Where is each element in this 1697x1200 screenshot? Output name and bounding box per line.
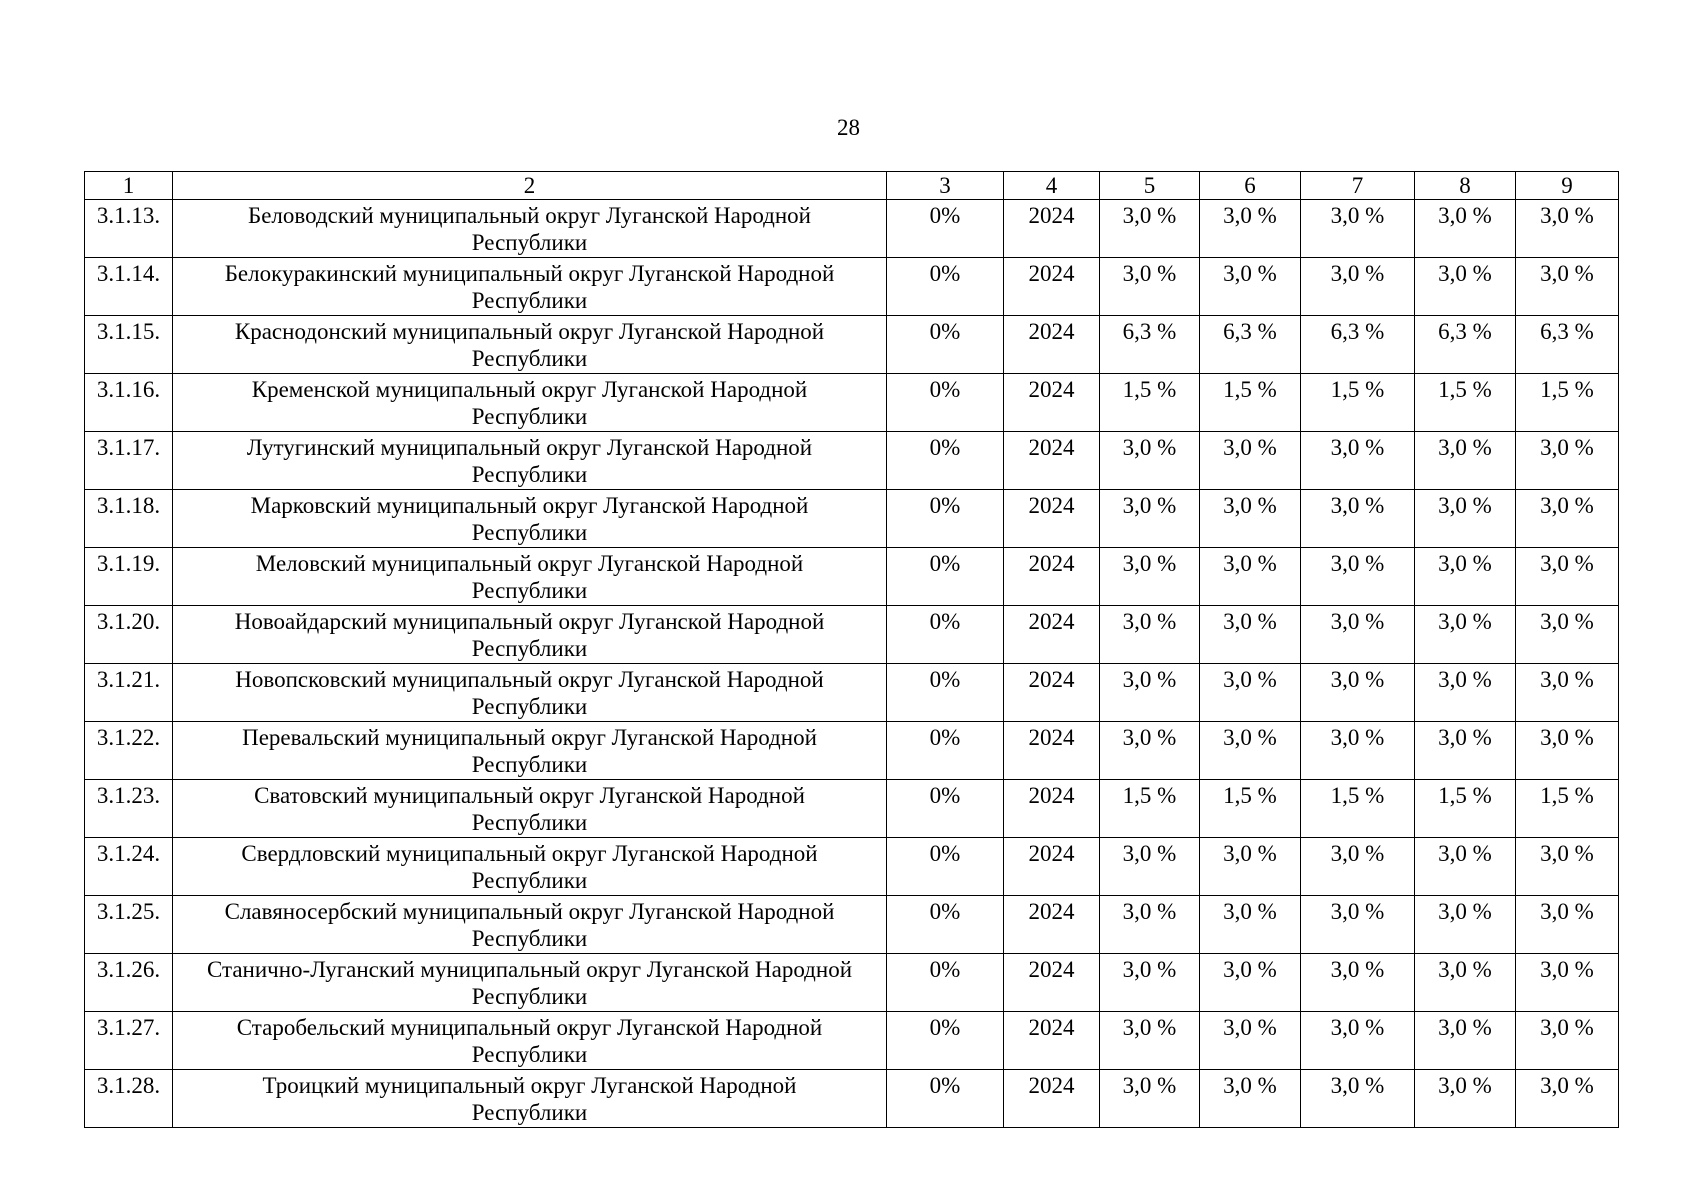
value-cell-col-4: 2024: [1004, 838, 1100, 896]
value-cell-col-7: 3,0 %: [1301, 838, 1415, 896]
row-name-line: Республики: [471, 462, 588, 487]
row-name-cell: [173, 722, 887, 780]
row-name-line: Республики: [471, 752, 588, 777]
row-id-cell: 3.1.19.: [85, 548, 173, 606]
value-cell-col-9: 3,0 %: [1516, 896, 1619, 954]
value-cell-col-5: 3,0 %: [1100, 954, 1200, 1012]
row-name-cell: [173, 664, 887, 722]
value-cell-col-4: 2024: [1004, 954, 1100, 1012]
row-name-line: Перевальский муниципальный округ Луганской Народной: [242, 725, 817, 750]
row-name-cell: [173, 896, 887, 954]
table-row: [85, 374, 1619, 432]
value-cell-col-3: 0%: [887, 722, 1004, 780]
table-row: [85, 722, 1619, 780]
table-body: [85, 200, 1619, 1128]
row-name-cell: [173, 780, 887, 838]
value-cell-col-3: 0%: [887, 432, 1004, 490]
page-number: 28: [837, 115, 860, 140]
row-name-line: Республики: [471, 230, 588, 255]
value-cell-col-7: 3,0 %: [1301, 606, 1415, 664]
value-cell-col-4: 2024: [1004, 548, 1100, 606]
value-cell-col-8: 1,5 %: [1415, 374, 1516, 432]
value-cell-col-8: 3,0 %: [1415, 200, 1516, 258]
value-cell-col-7: 3,0 %: [1301, 664, 1415, 722]
value-cell-col-9: 3,0 %: [1516, 954, 1619, 1012]
value-cell-col-5: 3,0 %: [1100, 606, 1200, 664]
value-cell-col-9: 3,0 %: [1516, 548, 1619, 606]
row-id-cell: 3.1.13.: [85, 200, 173, 258]
row-id-cell: 3.1.28.: [85, 1070, 173, 1128]
row-name-cell: [173, 1070, 887, 1128]
column-header-5: 5: [1100, 172, 1200, 200]
value-cell-col-6: 3,0 %: [1200, 664, 1301, 722]
value-cell-col-5: 3,0 %: [1100, 432, 1200, 490]
row-name-cell: [173, 316, 887, 374]
table-row: [85, 838, 1619, 896]
row-id-cell: 3.1.18.: [85, 490, 173, 548]
column-header-4: 4: [1004, 172, 1100, 200]
row-id-cell: 3.1.26.: [85, 954, 173, 1012]
value-cell-col-3: 0%: [887, 200, 1004, 258]
row-id-cell: 3.1.21.: [85, 664, 173, 722]
value-cell-col-7: 3,0 %: [1301, 432, 1415, 490]
value-cell-col-6: 3,0 %: [1200, 1070, 1301, 1128]
row-id-cell: 3.1.25.: [85, 896, 173, 954]
value-cell-col-4: 2024: [1004, 374, 1100, 432]
value-cell-col-5: 3,0 %: [1100, 258, 1200, 316]
value-cell-col-7: 3,0 %: [1301, 722, 1415, 780]
value-cell-col-8: 6,3 %: [1415, 316, 1516, 374]
value-cell-col-7: 3,0 %: [1301, 1070, 1415, 1128]
value-cell-col-4: 2024: [1004, 780, 1100, 838]
table-row: [85, 1070, 1619, 1128]
value-cell-col-7: 3,0 %: [1301, 548, 1415, 606]
value-cell-col-5: 3,0 %: [1100, 838, 1200, 896]
value-cell-col-8: 1,5 %: [1415, 780, 1516, 838]
value-cell-col-4: 2024: [1004, 606, 1100, 664]
value-cell-col-3: 0%: [887, 316, 1004, 374]
row-name-cell: [173, 838, 887, 896]
value-cell-col-6: 3,0 %: [1200, 490, 1301, 548]
table-row: [85, 780, 1619, 838]
row-id-cell: 3.1.27.: [85, 1012, 173, 1070]
value-cell-col-6: 3,0 %: [1200, 258, 1301, 316]
value-cell-col-6: 3,0 %: [1200, 200, 1301, 258]
value-cell-col-8: 3,0 %: [1415, 490, 1516, 548]
value-cell-col-3: 0%: [887, 780, 1004, 838]
row-name-line: Республики: [471, 346, 588, 371]
value-cell-col-4: 2024: [1004, 722, 1100, 780]
value-cell-col-7: 3,0 %: [1301, 954, 1415, 1012]
row-name-cell: [173, 606, 887, 664]
row-name-line: Белокуракинский муниципальный округ Луганской Народной: [224, 261, 835, 286]
value-cell-col-5: 3,0 %: [1100, 1070, 1200, 1128]
column-header-3: 3: [887, 172, 1004, 200]
row-id-cell: 3.1.23.: [85, 780, 173, 838]
value-cell-col-5: 3,0 %: [1100, 548, 1200, 606]
value-cell-col-3: 0%: [887, 374, 1004, 432]
value-cell-col-4: 2024: [1004, 200, 1100, 258]
header-row: [85, 172, 1619, 200]
value-cell-col-8: 3,0 %: [1415, 548, 1516, 606]
value-cell-col-6: 1,5 %: [1200, 374, 1301, 432]
value-cell-col-7: 3,0 %: [1301, 200, 1415, 258]
value-cell-col-8: 3,0 %: [1415, 258, 1516, 316]
row-name-line: Свердловский муниципальный округ Луганской Народной: [241, 841, 818, 866]
row-id-cell: 3.1.20.: [85, 606, 173, 664]
value-cell-col-5: 3,0 %: [1100, 722, 1200, 780]
value-cell-col-9: 3,0 %: [1516, 722, 1619, 780]
value-cell-col-5: 3,0 %: [1100, 490, 1200, 548]
value-cell-col-5: 1,5 %: [1100, 374, 1200, 432]
value-cell-col-9: 1,5 %: [1516, 780, 1619, 838]
table-row: [85, 664, 1619, 722]
row-name-cell: [173, 200, 887, 258]
row-name-cell: [173, 490, 887, 548]
value-cell-col-9: 3,0 %: [1516, 664, 1619, 722]
value-cell-col-3: 0%: [887, 664, 1004, 722]
row-name-line: Кременской муниципальный округ Луганской Народной: [251, 377, 808, 402]
row-name-cell: [173, 548, 887, 606]
value-cell-col-7: 1,5 %: [1301, 780, 1415, 838]
table-row: [85, 316, 1619, 374]
value-cell-col-4: 2024: [1004, 664, 1100, 722]
value-cell-col-3: 0%: [887, 1070, 1004, 1128]
row-name-line: Марковский муниципальный округ Луганской Народной: [250, 493, 809, 518]
value-cell-col-7: 3,0 %: [1301, 1012, 1415, 1070]
value-cell-col-9: 3,0 %: [1516, 606, 1619, 664]
value-cell-col-9: 3,0 %: [1516, 258, 1619, 316]
value-cell-col-5: 3,0 %: [1100, 664, 1200, 722]
value-cell-col-7: 1,5 %: [1301, 374, 1415, 432]
value-cell-col-5: 3,0 %: [1100, 1012, 1200, 1070]
value-cell-col-5: 6,3 %: [1100, 316, 1200, 374]
row-name-line: Станично-Луганский муниципальный округ Луганской Народной: [206, 957, 853, 982]
row-id-cell: 3.1.24.: [85, 838, 173, 896]
value-cell-col-9: 3,0 %: [1516, 432, 1619, 490]
value-cell-col-3: 0%: [887, 954, 1004, 1012]
row-name-cell: [173, 1012, 887, 1070]
value-cell-col-9: 3,0 %: [1516, 490, 1619, 548]
value-cell-col-8: 3,0 %: [1415, 606, 1516, 664]
value-cell-col-4: 2024: [1004, 1070, 1100, 1128]
value-cell-col-4: 2024: [1004, 316, 1100, 374]
value-cell-col-7: 3,0 %: [1301, 258, 1415, 316]
value-cell-col-8: 3,0 %: [1415, 896, 1516, 954]
row-name-line: Республики: [471, 1100, 588, 1125]
row-id-cell: 3.1.17.: [85, 432, 173, 490]
row-name-line: Троицкий муниципальный округ Луганской Народной: [262, 1073, 797, 1098]
table-row: [85, 432, 1619, 490]
row-name-line: Республики: [471, 926, 588, 951]
table-row: [85, 606, 1619, 664]
value-cell-col-6: 3,0 %: [1200, 954, 1301, 1012]
row-name-line: Старобельский муниципальный округ Луганской Народной: [236, 1015, 823, 1040]
value-cell-col-8: 3,0 %: [1415, 432, 1516, 490]
value-cell-col-9: 3,0 %: [1516, 1012, 1619, 1070]
row-name-cell: [173, 374, 887, 432]
column-header-1: 1: [85, 172, 173, 200]
row-name-line: Новоайдарский муниципальный округ Луганской Народной: [234, 609, 825, 634]
value-cell-col-3: 0%: [887, 896, 1004, 954]
row-name-line: Республики: [471, 984, 588, 1009]
value-cell-col-6: 1,5 %: [1200, 780, 1301, 838]
value-cell-col-5: 3,0 %: [1100, 200, 1200, 258]
row-name-line: Меловский муниципальный округ Луганской Народной: [255, 551, 804, 576]
table-header: [85, 172, 1619, 200]
column-header-2: 2: [173, 172, 887, 200]
table-row: [85, 954, 1619, 1012]
value-cell-col-6: 3,0 %: [1200, 548, 1301, 606]
value-cell-col-4: 2024: [1004, 432, 1100, 490]
value-cell-col-7: 3,0 %: [1301, 896, 1415, 954]
table-row: [85, 490, 1619, 548]
column-header-9: 9: [1516, 172, 1619, 200]
row-name-line: Республики: [471, 636, 588, 661]
value-cell-col-4: 2024: [1004, 896, 1100, 954]
value-cell-col-6: 3,0 %: [1200, 606, 1301, 664]
column-header-8: 8: [1415, 172, 1516, 200]
value-cell-col-9: 3,0 %: [1516, 1070, 1619, 1128]
row-name-line: Лутугинский муниципальный округ Луганской Народной: [246, 435, 813, 460]
table-row: [85, 200, 1619, 258]
table-row: [85, 258, 1619, 316]
value-cell-col-4: 2024: [1004, 490, 1100, 548]
row-name-line: Новопсковский муниципальный округ Луганской Народной: [235, 667, 824, 692]
value-cell-col-8: 3,0 %: [1415, 954, 1516, 1012]
value-cell-col-6: 3,0 %: [1200, 896, 1301, 954]
value-cell-col-6: 3,0 %: [1200, 432, 1301, 490]
row-name-line: Республики: [471, 288, 588, 313]
row-name-line: Республики: [471, 694, 588, 719]
value-cell-col-6: 3,0 %: [1200, 838, 1301, 896]
value-cell-col-6: 3,0 %: [1200, 722, 1301, 780]
row-name-line: Краснодонский муниципальный округ Луганской Народной: [234, 319, 825, 344]
value-cell-col-3: 0%: [887, 548, 1004, 606]
value-cell-col-4: 2024: [1004, 258, 1100, 316]
municipal-table: [84, 171, 1619, 1128]
row-name-line: Республики: [471, 578, 588, 603]
value-cell-col-8: 3,0 %: [1415, 664, 1516, 722]
row-name-line: Славяносербский муниципальный округ Луганской Народной: [224, 899, 835, 924]
value-cell-col-8: 3,0 %: [1415, 1012, 1516, 1070]
row-id-cell: 3.1.22.: [85, 722, 173, 780]
value-cell-col-8: 3,0 %: [1415, 722, 1516, 780]
value-cell-col-3: 0%: [887, 606, 1004, 664]
column-header-6: 6: [1200, 172, 1301, 200]
row-name-line: Беловодский муниципальный округ Луганской Народной: [248, 203, 811, 228]
value-cell-col-8: 3,0 %: [1415, 1070, 1516, 1128]
row-name-line: Республики: [471, 520, 588, 545]
table-row: [85, 896, 1619, 954]
row-name-line: Республики: [471, 810, 588, 835]
value-cell-col-6: 3,0 %: [1200, 1012, 1301, 1070]
row-id-cell: 3.1.14.: [85, 258, 173, 316]
column-header-7: 7: [1301, 172, 1415, 200]
row-name-line: Сватовский муниципальный округ Луганской Народной: [254, 783, 805, 808]
row-name-cell: [173, 258, 887, 316]
row-name-line: Республики: [471, 1042, 588, 1067]
value-cell-col-8: 3,0 %: [1415, 838, 1516, 896]
value-cell-col-4: 2024: [1004, 1012, 1100, 1070]
value-cell-col-3: 0%: [887, 838, 1004, 896]
row-name-cell: [173, 954, 887, 1012]
row-name-line: Республики: [471, 868, 588, 893]
value-cell-col-3: 0%: [887, 490, 1004, 548]
value-cell-col-9: 6,3 %: [1516, 316, 1619, 374]
value-cell-col-9: 3,0 %: [1516, 200, 1619, 258]
value-cell-col-3: 0%: [887, 258, 1004, 316]
value-cell-col-9: 1,5 %: [1516, 374, 1619, 432]
value-cell-col-7: 6,3 %: [1301, 316, 1415, 374]
row-name-line: Республики: [471, 404, 588, 429]
value-cell-col-3: 0%: [887, 1012, 1004, 1070]
value-cell-col-7: 3,0 %: [1301, 490, 1415, 548]
value-cell-col-5: 1,5 %: [1100, 780, 1200, 838]
row-name-cell: [173, 432, 887, 490]
value-cell-col-5: 3,0 %: [1100, 896, 1200, 954]
value-cell-col-6: 6,3 %: [1200, 316, 1301, 374]
table-row: [85, 1012, 1619, 1070]
table-row: [85, 548, 1619, 606]
value-cell-col-9: 3,0 %: [1516, 838, 1619, 896]
row-id-cell: 3.1.15.: [85, 316, 173, 374]
row-id-cell: 3.1.16.: [85, 374, 173, 432]
